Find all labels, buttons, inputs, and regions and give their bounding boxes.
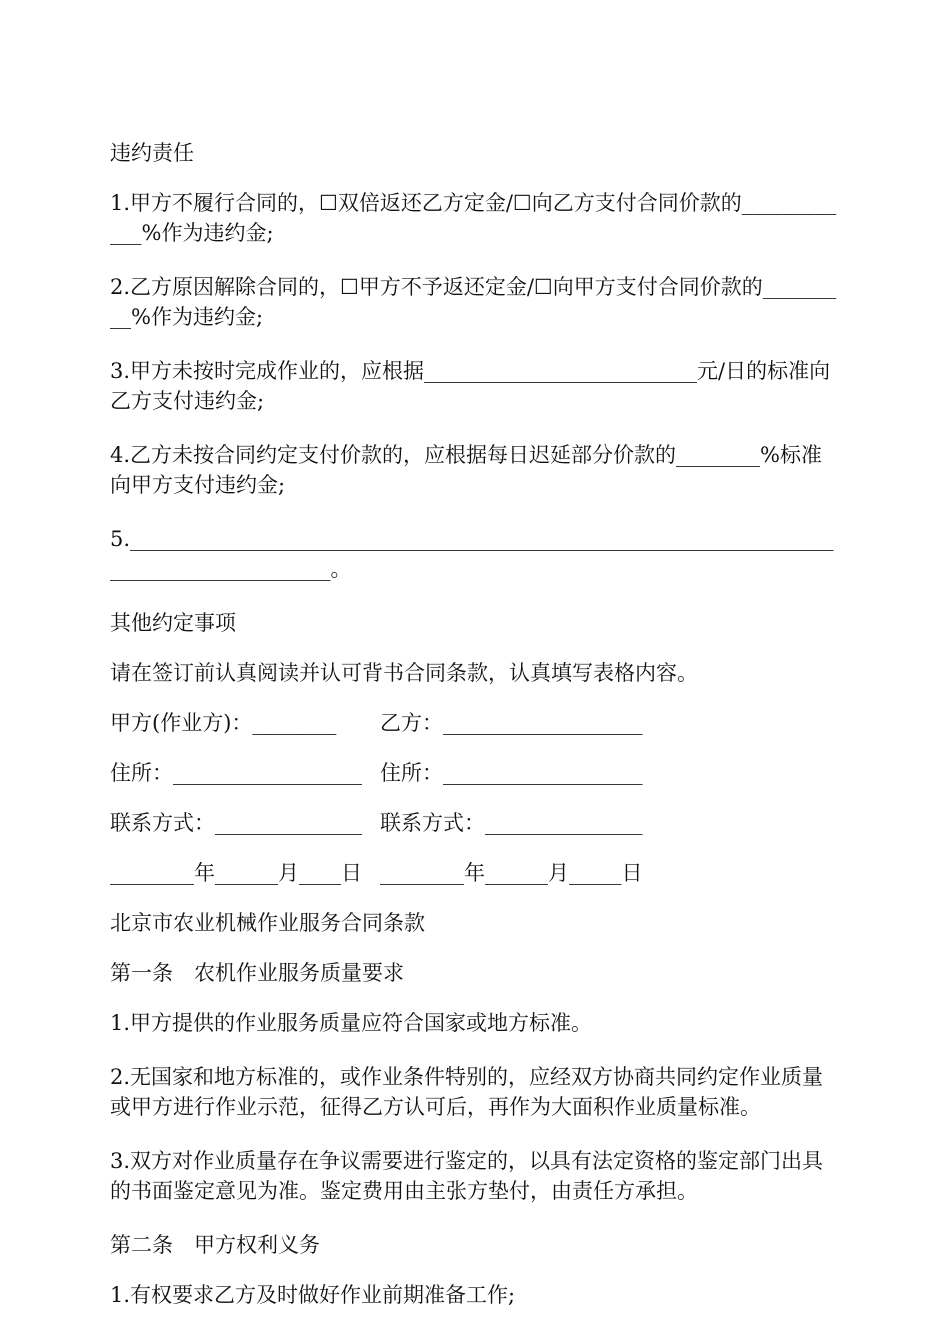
section-heading-other: 其他约定事项 bbox=[110, 611, 236, 635]
contract-page bbox=[110, 138, 842, 1334]
article-2-title: 第二条 甲方权利义务 bbox=[110, 1233, 320, 1257]
breach-item-5: 5.________________________________________________________________________________________。 bbox=[110, 527, 834, 581]
breach-item-4: 4.乙方未按合同约定支付价款的，应根据每日迟延部分价款的________%标准向甲方支付违约金; bbox=[110, 443, 822, 497]
signature-party-row bbox=[110, 708, 842, 738]
article-1-item-3: 3.双方对作业质量存在争议需要进行鉴定的，以具有法定资格的鉴定部门出具的书面鉴定意见为准。鉴定费用由主张方垫付，由责任方承担。 bbox=[110, 1149, 824, 1203]
party-a-contact: 联系方式：______________ bbox=[110, 811, 362, 835]
article-1-title: 第一条 农机作业服务质量要求 bbox=[110, 961, 404, 985]
breach-item-1: 1.甲方不履行合同的，☐双倍返还乙方定金/☐向乙方支付合同价款的____________%作为违约金; bbox=[110, 191, 837, 245]
terms-title: 北京市农业机械作业服务合同条款 bbox=[110, 911, 425, 935]
party-a-date: ________年______月____日 bbox=[110, 861, 362, 885]
signature-contact-row bbox=[110, 808, 842, 838]
party-b-contact: 联系方式：_______________ bbox=[380, 811, 643, 835]
party-a-address: 住所：__________________ bbox=[110, 761, 362, 785]
article-2-item-1: 1.有权要求乙方及时做好作业前期准备工作; bbox=[110, 1283, 516, 1307]
breach-item-2: 2.乙方原因解除合同的，☐甲方不予返还定金/☐向甲方支付合同价款的_________%作为违约金; bbox=[110, 275, 837, 329]
party-b-label: 乙方：___________________ bbox=[380, 711, 643, 735]
section-heading-breach: 违约责任 bbox=[110, 141, 194, 165]
article-1-item-1: 1.甲方提供的作业服务质量应符合国家或地方标准。 bbox=[110, 1011, 593, 1035]
signing-notice: 请在签订前认真阅读并认可背书合同条款，认真填写表格内容。 bbox=[110, 661, 698, 685]
party-b-date: ________年______月_____日 bbox=[380, 861, 643, 885]
party-a-label: 甲方(作业方)：________ bbox=[110, 711, 337, 735]
party-b-address: 住所：___________________ bbox=[380, 761, 643, 785]
signature-date-row bbox=[110, 858, 842, 888]
signature-address-row bbox=[110, 758, 842, 788]
article-1-item-2: 2.无国家和地方标准的，或作业条件特别的，应经双方协商共同约定作业质量或甲方进行作业示范，征得乙方认可后，再作为大面积作业质量标准。 bbox=[110, 1065, 824, 1119]
breach-item-3: 3.甲方未按时完成作业的，应根据__________________________元/日的标准向乙方支付违约金; bbox=[110, 359, 831, 413]
